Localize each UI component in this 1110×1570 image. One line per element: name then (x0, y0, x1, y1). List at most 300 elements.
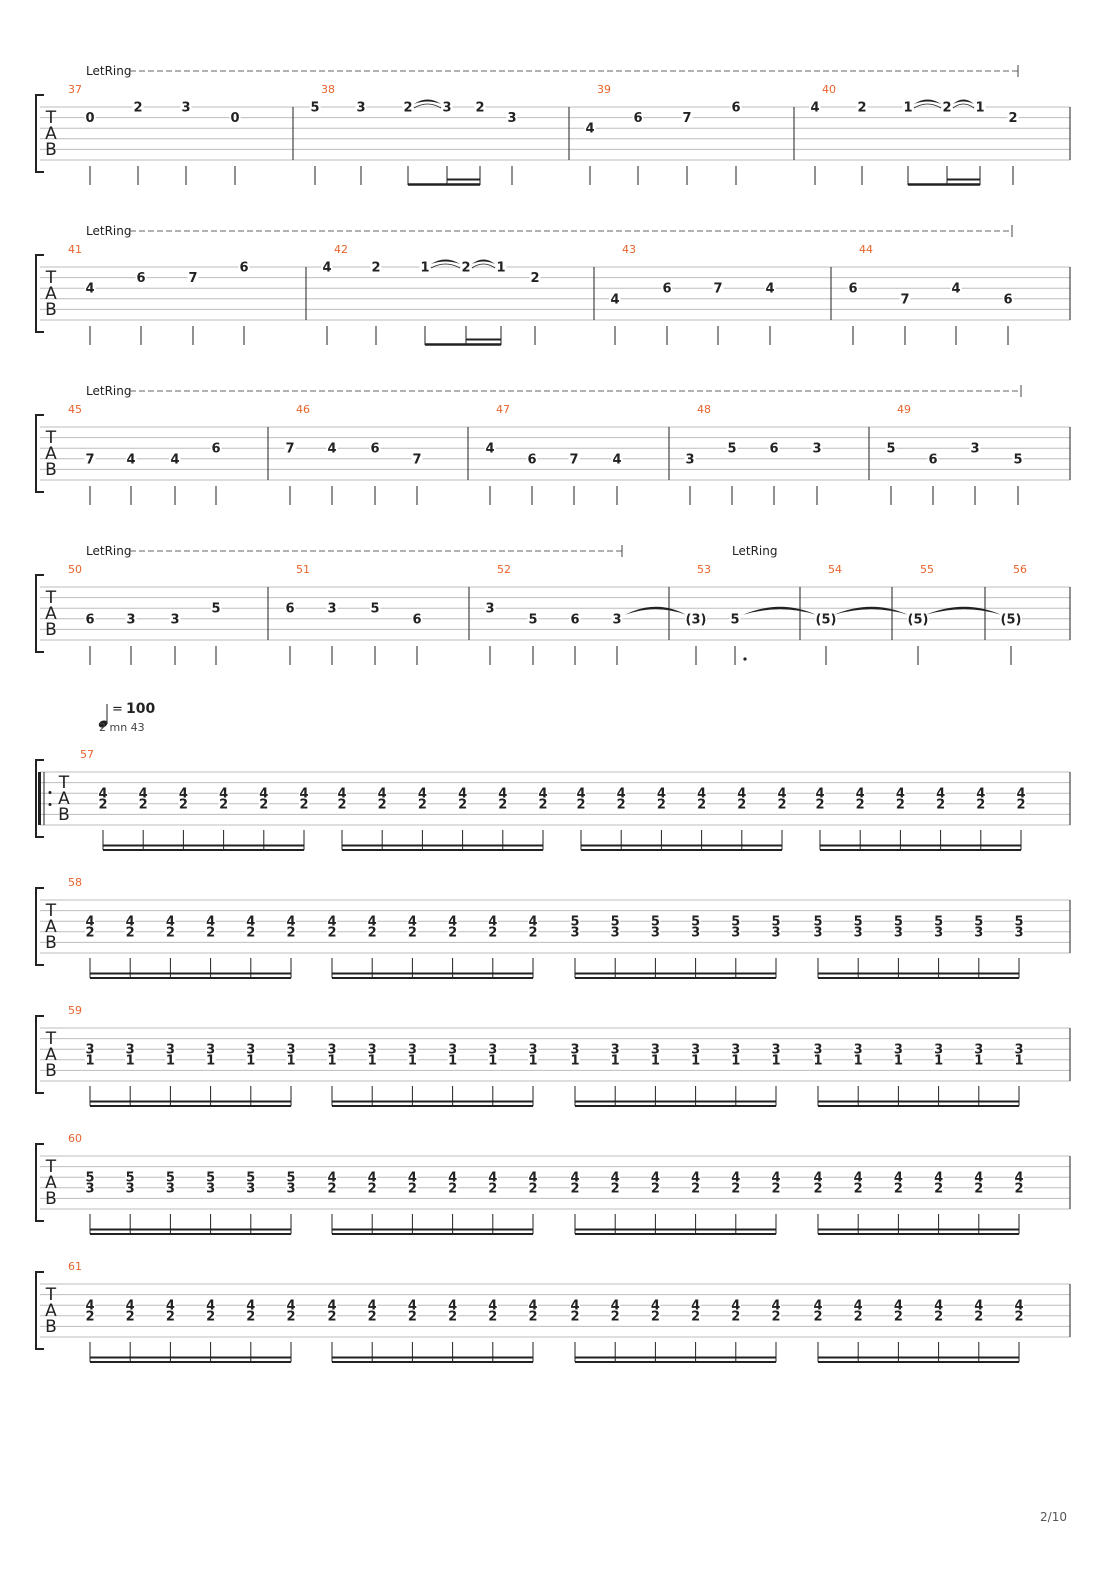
fret-number: 4 (771, 1298, 781, 1314)
fret-number: (5) (907, 612, 929, 628)
repeat-dot (49, 803, 52, 806)
fret-number: 4 (327, 1298, 337, 1314)
fret-number: 3 (853, 1042, 863, 1058)
fret-number: 4 (1016, 786, 1026, 802)
fret-number: 5 (886, 441, 896, 457)
fret-number: 1 (286, 1053, 296, 1069)
fret-number: 2 (458, 797, 468, 813)
fret-number: 3 (448, 1042, 458, 1058)
fret-number: 4 (322, 260, 332, 276)
fret-number: 1 (771, 1053, 781, 1069)
tab-letter: B (45, 933, 57, 953)
fret-number: 2 (377, 797, 387, 813)
fret-number: 2 (407, 1309, 417, 1325)
fret-number: 5 (974, 914, 984, 930)
measure-number: 53 (697, 563, 711, 576)
measure-number: 54 (828, 563, 842, 576)
fret-number: 3 (507, 111, 517, 127)
fret-number: 3 (125, 1181, 135, 1197)
fret-number: 1 (893, 1053, 903, 1069)
tab-letter: A (45, 917, 57, 937)
fret-number: 6 (570, 612, 580, 628)
hammer-on-slur (953, 100, 974, 105)
tab-letter: A (45, 1045, 57, 1065)
repeat-dot (49, 791, 52, 794)
fret-number: 3 (612, 612, 622, 628)
fret-number: 3 (1014, 1042, 1024, 1058)
fret-number: 1 (488, 1053, 498, 1069)
fret-number: 1 (975, 100, 985, 116)
fret-number: 4 (813, 1170, 823, 1186)
let-ring-label: LetRing (732, 544, 778, 558)
fret-number: 4 (485, 441, 495, 457)
fret-number: 2 (538, 797, 548, 813)
fret-number: 3 (570, 925, 580, 941)
tab-letter: B (45, 1189, 57, 1209)
fret-number: 2 (813, 1309, 823, 1325)
fret-number: 3 (685, 452, 695, 468)
fret-number: 3 (813, 1042, 823, 1058)
fret-number: 4 (286, 1298, 296, 1314)
fret-number: 4 (125, 1298, 135, 1314)
fret-number: 4 (206, 914, 216, 930)
fret-number: 3 (731, 1042, 741, 1058)
fret-number: 5 (165, 1170, 175, 1186)
fret-number: 2 (219, 797, 229, 813)
fret-number: 5 (610, 914, 620, 930)
fret-number: 1 (570, 1053, 580, 1069)
fret-number: 2 (327, 925, 337, 941)
fret-number: 6 (1003, 292, 1013, 308)
fret-number: 4 (813, 1298, 823, 1314)
fret-number: 5 (125, 1170, 135, 1186)
measure-number: 42 (334, 243, 348, 256)
page-number: 2/10 (1040, 1510, 1067, 1524)
let-ring-label: LetRing (86, 544, 132, 558)
fret-number: 4 (893, 1298, 903, 1314)
fret-number: 2 (942, 100, 952, 116)
fret-number: 4 (610, 1298, 620, 1314)
fret-number: 3 (691, 925, 701, 941)
tempo-equals: = (112, 702, 123, 717)
fret-number: 4 (246, 1298, 256, 1314)
fret-number: 2 (165, 1309, 175, 1325)
fret-number: 1 (903, 100, 913, 116)
fret-number: (5) (815, 612, 837, 628)
fret-number: 3 (246, 1042, 256, 1058)
fret-number: 4 (165, 914, 175, 930)
tab-letter: T (45, 588, 57, 608)
fret-number: 2 (327, 1181, 337, 1197)
fret-number: 3 (165, 1042, 175, 1058)
fret-number: 4 (165, 1298, 175, 1314)
fret-number: 2 (853, 1181, 863, 1197)
measure-number: 40 (822, 83, 836, 96)
fret-number: 2 (936, 797, 946, 813)
fret-number: 3 (528, 1042, 538, 1058)
fret-number: 2 (371, 260, 381, 276)
fret-number: 3 (85, 1042, 95, 1058)
fret-number: 2 (1016, 797, 1026, 813)
measure-number: 52 (497, 563, 511, 576)
fret-number: 5 (1014, 914, 1024, 930)
fret-number: 6 (527, 452, 537, 468)
fret-number: 4 (219, 786, 229, 802)
fret-number: 3 (650, 925, 660, 941)
fret-number: 5 (246, 1170, 256, 1186)
fret-number: 2 (1014, 1309, 1024, 1325)
fret-number: 4 (448, 1298, 458, 1314)
fret-number: 3 (771, 925, 781, 941)
fret-number: 4 (731, 1298, 741, 1314)
fret-number: 4 (777, 786, 787, 802)
fret-number: 5 (727, 441, 737, 457)
measure-number: 39 (597, 83, 611, 96)
fret-number: 2 (299, 797, 309, 813)
tab-letter: B (45, 1061, 57, 1081)
fret-number: 5 (934, 914, 944, 930)
fret-number: 3 (934, 925, 944, 941)
fret-number: 2 (616, 797, 626, 813)
fret-number: 4 (610, 292, 620, 308)
fret-number: 4 (934, 1170, 944, 1186)
fret-number: 7 (682, 111, 692, 127)
fret-number: 7 (412, 452, 422, 468)
fret-number: 4 (407, 914, 417, 930)
fret-number: 4 (448, 914, 458, 930)
fret-number: 7 (285, 441, 295, 457)
fret-number: 4 (765, 281, 775, 297)
fret-number: 2 (737, 797, 747, 813)
fret-number: 4 (327, 441, 337, 457)
fret-number: 4 (246, 914, 256, 930)
fret-number: 5 (813, 914, 823, 930)
fret-number: 5 (206, 1170, 216, 1186)
fret-number: 3 (488, 1042, 498, 1058)
tab-letter: A (45, 444, 57, 464)
measure-number: 55 (920, 563, 934, 576)
fret-number: 7 (569, 452, 579, 468)
fret-number: 4 (585, 121, 595, 137)
fret-number: 4 (570, 1170, 580, 1186)
fret-number: 6 (769, 441, 779, 457)
fret-number: 4 (367, 914, 377, 930)
tab-letter: B (58, 805, 70, 825)
fret-number: 4 (528, 1170, 538, 1186)
fret-number: 2 (367, 925, 377, 941)
fret-number: 3 (170, 612, 180, 628)
fret-number: 3 (570, 1042, 580, 1058)
fret-number: 1 (327, 1053, 337, 1069)
fret-number: 1 (165, 1053, 175, 1069)
fret-number: 6 (285, 601, 295, 617)
fret-number: 7 (188, 271, 198, 287)
fret-number: 6 (370, 441, 380, 457)
fret-number: 4 (815, 786, 825, 802)
measure-number: 59 (68, 1004, 82, 1017)
fret-number: 3 (771, 1042, 781, 1058)
let-ring-label: LetRing (86, 224, 132, 238)
fret-number: 2 (337, 797, 347, 813)
fret-number: 5 (528, 612, 538, 628)
tab-letter: A (45, 604, 57, 624)
fret-number: 7 (85, 452, 95, 468)
fret-number: 2 (893, 1309, 903, 1325)
fret-number: 1 (206, 1053, 216, 1069)
measure-number: 43 (622, 243, 636, 256)
fret-number: 3 (691, 1042, 701, 1058)
fret-number: 4 (731, 1170, 741, 1186)
measure-number: 47 (496, 403, 510, 416)
fret-number: 2 (853, 1309, 863, 1325)
tab-letter: T (45, 268, 57, 288)
fret-number: 4 (377, 786, 387, 802)
fret-number: 5 (771, 914, 781, 930)
fret-number: 3 (356, 100, 366, 116)
fret-number: 4 (936, 786, 946, 802)
fret-number: 2 (367, 1181, 377, 1197)
fret-number: 2 (610, 1181, 620, 1197)
tab-letter: T (45, 1157, 57, 1177)
fret-number: 5 (650, 914, 660, 930)
fret-number: 4 (650, 1170, 660, 1186)
tab-letter: T (45, 428, 57, 448)
fret-number: 6 (211, 441, 221, 457)
fret-number: 4 (407, 1298, 417, 1314)
fret-number: 3 (970, 441, 980, 457)
fret-number: 3 (485, 601, 495, 617)
fret-number: 3 (286, 1181, 296, 1197)
tab-letter: T (45, 108, 57, 128)
fret-number: 3 (813, 925, 823, 941)
fret-number: 1 (125, 1053, 135, 1069)
fret-number: 2 (85, 1309, 95, 1325)
measure-number: 45 (68, 403, 82, 416)
fret-number: 2 (448, 1181, 458, 1197)
tab-letter: A (58, 789, 70, 809)
fret-number: 4 (327, 914, 337, 930)
fret-number: (3) (685, 612, 707, 628)
fret-number: 4 (1014, 1298, 1024, 1314)
fret-number: 0 (85, 111, 95, 127)
fret-number: 3 (974, 1042, 984, 1058)
fret-number: 4 (934, 1298, 944, 1314)
fret-number: 3 (853, 925, 863, 941)
fret-number: 1 (610, 1053, 620, 1069)
fret-number: 2 (528, 925, 538, 941)
fret-number: 6 (239, 260, 249, 276)
tab-letter: A (45, 1301, 57, 1321)
fret-number: 2 (448, 925, 458, 941)
fret-number: 2 (895, 797, 905, 813)
fret-number: 2 (85, 925, 95, 941)
measure-number: 58 (68, 876, 82, 889)
fret-number: 3 (442, 100, 452, 116)
fret-number: 5 (1013, 452, 1023, 468)
fret-number: 2 (934, 1309, 944, 1325)
fret-number: 6 (85, 612, 95, 628)
tab-letter: A (45, 124, 57, 144)
tab-letter: T (45, 1285, 57, 1305)
fret-number: 0 (230, 111, 240, 127)
fret-number: 4 (337, 786, 347, 802)
fret-number: 3 (812, 441, 822, 457)
tab-letter: T (45, 901, 57, 921)
fret-number: 4 (610, 1170, 620, 1186)
fret-number: 2 (461, 260, 471, 276)
fret-number: 4 (327, 1170, 337, 1186)
fret-number: 4 (810, 100, 820, 116)
fret-number: 2 (731, 1181, 741, 1197)
tempo-time: 2 mn 43 (99, 721, 145, 734)
fret-number: 3 (610, 1042, 620, 1058)
measure-number: 41 (68, 243, 82, 256)
fret-number: 4 (407, 1170, 417, 1186)
fret-number: 1 (420, 260, 430, 276)
fret-number: 2 (259, 797, 269, 813)
measure-number: 60 (68, 1132, 82, 1145)
fret-number: 2 (650, 1309, 660, 1325)
fret-number: 3 (367, 1042, 377, 1058)
fret-number: 5 (691, 914, 701, 930)
fret-number: 4 (417, 786, 427, 802)
fret-number: 7 (713, 281, 723, 297)
fret-number: 2 (1008, 111, 1018, 127)
fret-number: 2 (530, 271, 540, 287)
fret-number: 4 (138, 786, 148, 802)
fret-number: 6 (662, 281, 672, 297)
fret-number: 4 (126, 452, 136, 468)
fret-number: 2 (1014, 1181, 1024, 1197)
fret-number: 2 (855, 797, 865, 813)
fret-number: 4 (771, 1170, 781, 1186)
tab-letter: T (58, 773, 70, 793)
fret-number: 2 (125, 925, 135, 941)
hammer-on-slur (472, 260, 495, 265)
fret-number: 5 (370, 601, 380, 617)
fret-number: 2 (206, 925, 216, 941)
tab-letter: A (45, 1173, 57, 1193)
fret-number: 2 (206, 1309, 216, 1325)
fret-number: 4 (488, 1170, 498, 1186)
fret-number: 2 (857, 100, 867, 116)
fret-number: 4 (895, 786, 905, 802)
fret-number: 2 (178, 797, 188, 813)
fret-number: 4 (458, 786, 468, 802)
fret-number: 2 (327, 1309, 337, 1325)
fret-number: 2 (934, 1181, 944, 1197)
fret-number: 5 (853, 914, 863, 930)
fret-number: 3 (974, 925, 984, 941)
fret-number: 4 (976, 786, 986, 802)
fret-number: 3 (85, 1181, 95, 1197)
fret-number: 1 (407, 1053, 417, 1069)
fret-number: 4 (299, 786, 309, 802)
fret-number: 2 (498, 797, 508, 813)
fret-number: 3 (126, 612, 136, 628)
fret-number: 3 (731, 925, 741, 941)
fret-number: 2 (448, 1309, 458, 1325)
fret-number: 1 (246, 1053, 256, 1069)
measure-number: 46 (296, 403, 310, 416)
fret-number: 4 (616, 786, 626, 802)
fret-number: 4 (691, 1170, 701, 1186)
fret-number: 1 (85, 1053, 95, 1069)
fret-number: 4 (528, 1298, 538, 1314)
hammer-on-slur (414, 100, 441, 105)
tab-letter: B (45, 620, 57, 640)
fret-number: 1 (528, 1053, 538, 1069)
fret-number: 2 (138, 797, 148, 813)
fret-number: 4 (697, 786, 707, 802)
fret-number: 4 (570, 1298, 580, 1314)
fret-number: 2 (697, 797, 707, 813)
fret-number: 4 (488, 1298, 498, 1314)
fret-number: 1 (974, 1053, 984, 1069)
fret-number: 2 (475, 100, 485, 116)
fret-number: 2 (367, 1309, 377, 1325)
fret-number: 2 (488, 1309, 498, 1325)
fret-number: 4 (367, 1298, 377, 1314)
fret-number: 3 (206, 1042, 216, 1058)
measure-number: 48 (697, 403, 711, 416)
fret-number: 4 (1014, 1170, 1024, 1186)
fret-number: 5 (730, 612, 740, 628)
fret-number: 6 (848, 281, 858, 297)
fret-number: 2 (407, 925, 417, 941)
fret-number: 4 (125, 914, 135, 930)
measure-number: 38 (321, 83, 335, 96)
fret-number: 4 (974, 1298, 984, 1314)
fret-number: 6 (731, 100, 741, 116)
fret-number: 4 (737, 786, 747, 802)
fret-number: 4 (538, 786, 548, 802)
fret-number: 7 (900, 292, 910, 308)
fret-number: 4 (656, 786, 666, 802)
tab-letter: B (45, 140, 57, 160)
measure-number: 56 (1013, 563, 1027, 576)
fret-number: 2 (403, 100, 413, 116)
fret-number: 5 (211, 601, 221, 617)
fret-number: 2 (570, 1309, 580, 1325)
fret-number: 2 (815, 797, 825, 813)
measure-number: 49 (897, 403, 911, 416)
fret-number: 4 (170, 452, 180, 468)
fret-number: 5 (570, 914, 580, 930)
fret-number: 5 (85, 1170, 95, 1186)
fret-number: 3 (1014, 925, 1024, 941)
fret-number: 3 (125, 1042, 135, 1058)
fret-number: 2 (777, 797, 787, 813)
fret-number: 2 (528, 1309, 538, 1325)
fret-number: 2 (610, 1309, 620, 1325)
tab-letter: B (45, 300, 57, 320)
fret-number: 3 (327, 601, 337, 617)
fret-number: 4 (974, 1170, 984, 1186)
let-ring-label: LetRing (86, 384, 132, 398)
fret-number: 4 (893, 1170, 903, 1186)
measure-number: 51 (296, 563, 310, 576)
repeat-thick-bar (38, 772, 41, 825)
fret-number: 4 (85, 914, 95, 930)
fret-number: 6 (928, 452, 938, 468)
fret-number: 2 (731, 1309, 741, 1325)
fret-number: (5) (1000, 612, 1022, 628)
fret-number: 2 (650, 1181, 660, 1197)
fret-number: 2 (125, 1309, 135, 1325)
fret-number: 1 (853, 1053, 863, 1069)
fret-number: 2 (976, 797, 986, 813)
